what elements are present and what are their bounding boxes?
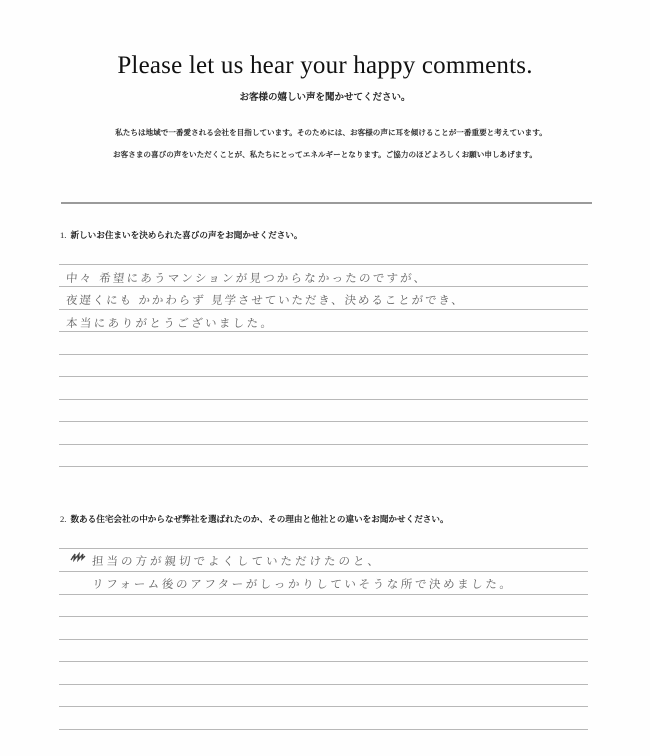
ruled-line	[59, 729, 588, 730]
question-1	[60, 229, 303, 241]
ruled-line	[59, 421, 588, 422]
ruled-line	[59, 571, 588, 572]
ruled-line	[59, 684, 588, 685]
handwritten-answer-line: リフォーム後のアフターがしっかりしていそうな所で決めました。	[91, 577, 515, 591]
ruled-line	[59, 548, 588, 549]
ruled-line	[59, 616, 588, 617]
question-number: 2.	[60, 514, 67, 524]
question-number: 1.	[60, 230, 67, 240]
ruled-line	[59, 331, 588, 332]
ruled-line	[59, 594, 588, 595]
ruled-line	[59, 466, 588, 467]
ruled-line	[59, 286, 588, 287]
question-text: 数ある住宅会社の中からなぜ弊社を選ばれたのか、その理由と他社との違いをお聞かせください。	[70, 515, 449, 525]
ruled-line	[59, 661, 588, 662]
handwritten-answer-line: 夜遅くにも かかわらず 見学させていただき、決めることができ、	[65, 293, 466, 307]
ruled-line	[59, 376, 588, 377]
handwritten-answer-line: 本当にありがとうございました。	[65, 316, 275, 330]
ruled-line	[59, 706, 588, 707]
intro-line-1: 私たちは地域で一番愛される会社を目指しています。そのためには、お客様の声に耳を傾けることが一番重要と考えています。	[115, 128, 547, 137]
intro-line-2: お客さまの喜びの声をいただくことが、私たちにとってエネルギーとなります。ご協力のほどよろしくお願い申しあげます。	[113, 150, 537, 159]
ruled-line	[59, 444, 588, 445]
crossed-out-scribble-icon	[70, 552, 86, 562]
ruled-line	[59, 399, 588, 400]
ruled-line	[59, 639, 588, 640]
question-2	[60, 513, 449, 525]
page-subtitle: お客様の嬉しい声を聞かせてください。	[239, 92, 411, 103]
ruled-line	[59, 354, 588, 355]
page-title: Please let us hear your happy comments.	[117, 52, 533, 79]
ruled-line	[59, 309, 588, 310]
header-divider	[61, 202, 592, 204]
ruled-line	[59, 264, 588, 265]
handwritten-answer-line: 担当の方が親切でよくしていただけたのと、	[91, 554, 383, 568]
question-text: 新しいお住まいを決められた喜びの声をお聞かせください。	[70, 231, 303, 241]
handwritten-answer-line: 中々 希望にあうマンションが見つからなかったのですが、	[65, 271, 429, 285]
